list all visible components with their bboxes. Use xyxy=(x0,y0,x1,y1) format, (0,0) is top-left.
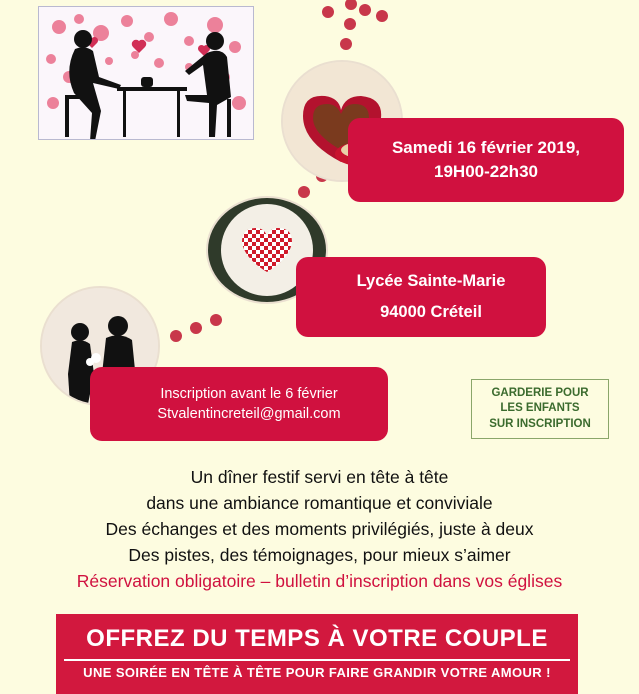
inscription-deadline: Inscription avant le 6 février xyxy=(160,385,338,402)
reservation-notice: Réservation obligatoire – bulletin d’inscription dans vos églises xyxy=(76,571,563,591)
couple-dinner-illustration xyxy=(38,6,254,140)
inscription-card xyxy=(90,367,388,441)
garderie-notice xyxy=(471,379,609,439)
description-line-2: dans une ambiance romantique et conviviale xyxy=(146,493,493,513)
venue-card xyxy=(296,257,546,337)
event-description xyxy=(0,464,639,594)
description-line-4: Des pistes, des témoignages, pour mieux s’aimer xyxy=(128,545,511,565)
description-line-3: Des échanges et des moments privilégiés, juste à deux xyxy=(105,519,534,539)
banner-title: OFFREZ DU TEMPS À VOTRE COUPLE xyxy=(86,625,548,652)
venue-name: Lycée Sainte-Marie xyxy=(356,271,506,290)
event-date: Samedi 16 février 2019, xyxy=(391,138,581,158)
venue-city: 94000 Créteil xyxy=(380,303,482,321)
bottom-banner xyxy=(56,614,578,694)
event-time: 19H00-22h30 xyxy=(434,162,538,181)
description-line-1: Un dîner festif servi en tête à tête xyxy=(190,467,449,487)
garderie-line-1: GARDERIE POUR xyxy=(491,386,589,399)
banner-divider xyxy=(64,659,570,661)
banner-subtitle: UNE SOIRÉE EN TÊTE À TÊTE POUR FAIRE GRANDIR VOTRE AMOUR ! xyxy=(83,665,551,680)
garderie-line-2: LES ENFANTS xyxy=(500,402,580,415)
date-card xyxy=(348,118,624,202)
garderie-line-3: SUR INSCRIPTION xyxy=(489,417,591,430)
inscription-email[interactable]: Stvalentincreteil@gmail.com xyxy=(157,406,341,422)
